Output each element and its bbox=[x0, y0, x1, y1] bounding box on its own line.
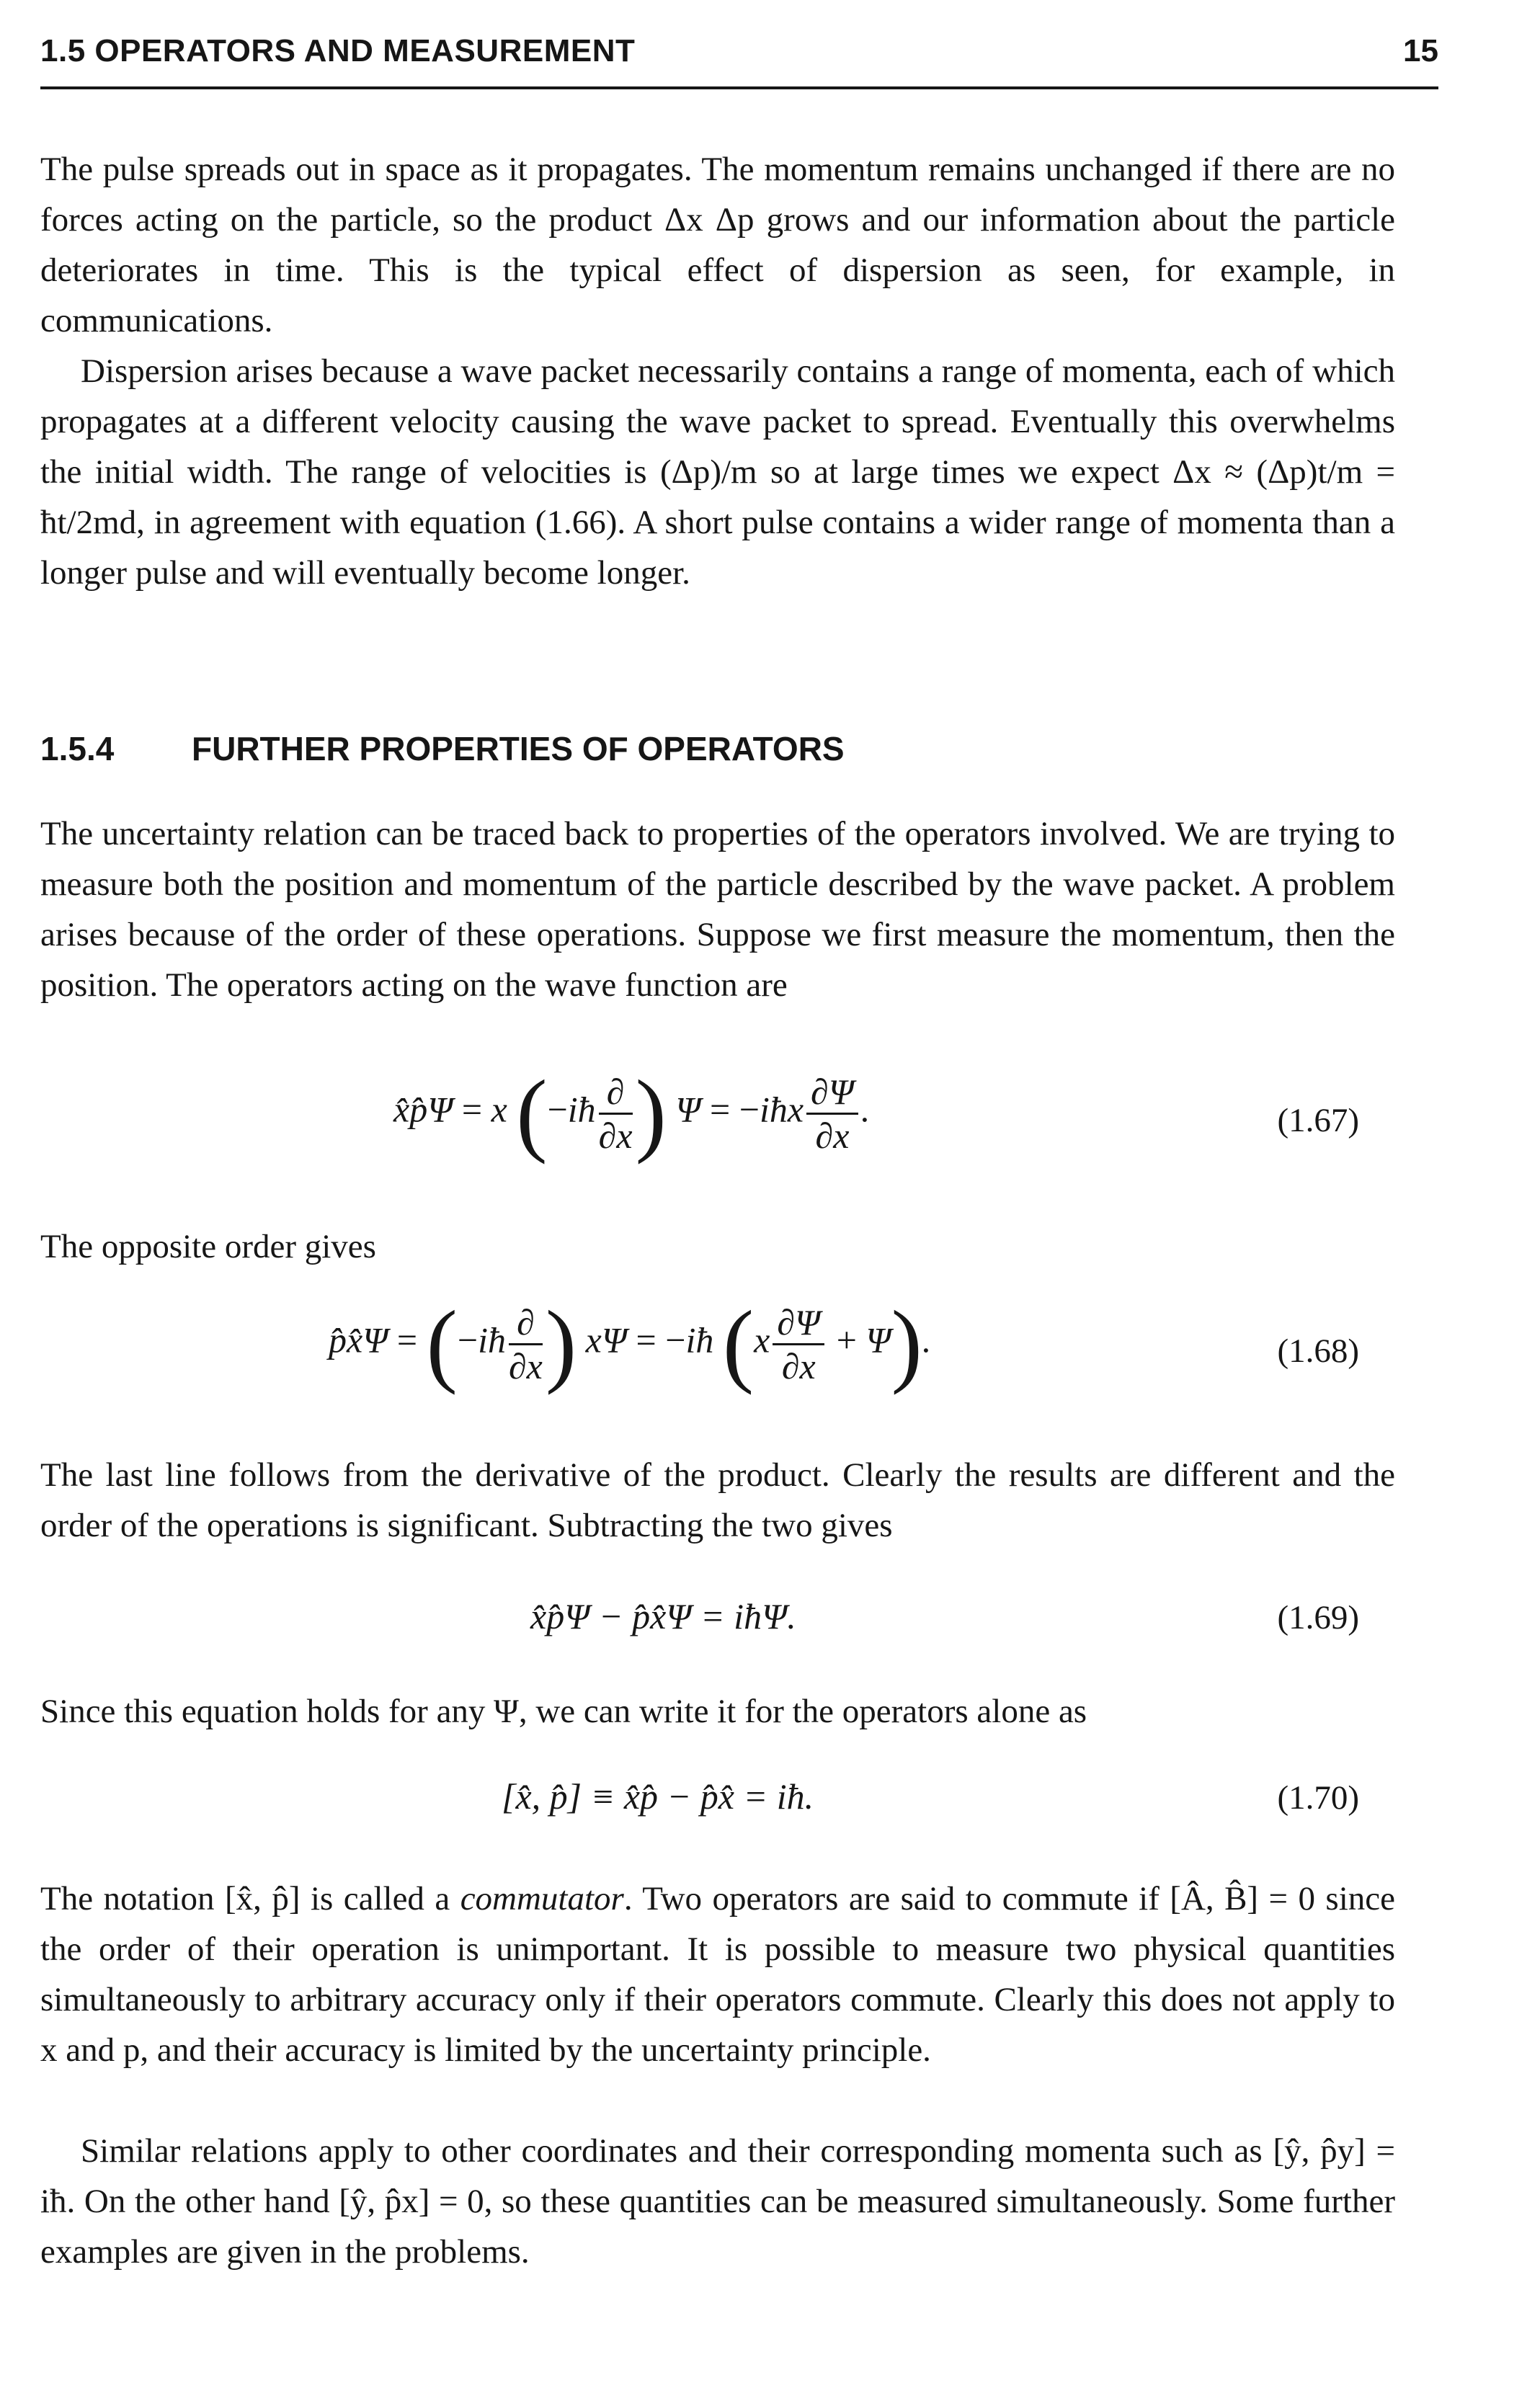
paragraph-product-derivative: The last line follows from the derivative of the product. Clearly the results are different and the order of the operations is significant. Subtracting the two gives bbox=[40, 1456, 1395, 1544]
section-heading bbox=[40, 729, 845, 768]
equation-1-67-body: x̂p̂Ψ = x (−iħ $\frac{\partial}{\partial x}$ ) Ψ = −iħx $\frac{\partial\Psi}{\partial x}$ . bbox=[393, 1061, 871, 1165]
section-number: 1.5.4 bbox=[40, 730, 115, 767]
section-title: FURTHER PROPERTIES OF OPERATORS bbox=[192, 730, 845, 767]
running-head bbox=[40, 29, 1438, 86]
paragraph-operators-alone: Since this equation holds for any Ψ, we can write it for the operators alone as bbox=[40, 1693, 1087, 1730]
equation-1-67-number: (1.67) bbox=[1277, 1102, 1359, 1139]
equation-1-69-body: x̂p̂Ψ − p̂x̂Ψ = iħΨ. bbox=[530, 1596, 796, 1636]
equation-1-70-number: (1.70) bbox=[1277, 1779, 1359, 1817]
header-rule bbox=[40, 86, 1438, 89]
equation-1-68-body: p̂x̂Ψ = (−iħ $\frac{\partial}{\partial x}$ ) xΨ = −iħ (x $\frac{\partial\Psi}{\partial x}$ + Ψ). bbox=[329, 1292, 932, 1396]
page-number: 15 bbox=[1403, 33, 1438, 68]
paragraph-dispersion-cause: Dispersion arises because a wave packet necessarily contains a range of momenta, each of which propagates at a different velocity causing the wave packet to spread. Eventually this overwhelms the initial width. The range of velocities is (Δp)/m so at large times we expect Δx ≈ (Δp)t/m = ħt/2md, in agreement with equation (1.66). A short pulse contains a wider range of momenta than a longer pulse and will eventually become longer. bbox=[40, 352, 1395, 592]
paragraph-opposite-order: The opposite order gives bbox=[40, 1228, 376, 1265]
equation-1-70-body: [x̂, p̂] ≡ x̂p̂ − p̂x̂ = iħ. bbox=[502, 1776, 814, 1817]
section-running-title: 1.5 OPERATORS AND MEASUREMENT bbox=[40, 33, 636, 68]
equation-1-68 bbox=[40, 1292, 1395, 1405]
equation-1-68-number: (1.68) bbox=[1277, 1332, 1359, 1370]
equation-1-67 bbox=[40, 1061, 1395, 1175]
equation-1-69-number: (1.69) bbox=[1277, 1599, 1359, 1636]
commutator-text-start: The notation [x̂, p̂] is called a bbox=[40, 1880, 460, 1917]
paragraph-commutator bbox=[40, 1874, 1395, 2075]
paragraph-operators-order: The uncertainty relation can be traced back to properties of the operators involved. We are trying to measure both the position and momentum of the particle described by the wave packet. A problem arises because of the order of these operations. Suppose we first measure the momentum, then the position. The operators acting on the wave function are bbox=[40, 815, 1395, 1004]
equation-1-70 bbox=[40, 1765, 1395, 1830]
commutator-term: commutator bbox=[460, 1880, 624, 1917]
commutator-text-end: . Two operators are said to commute if [Â, B̂] = 0 since the order of their operation is unimportant. It is possible to measure two physical quantities simultaneously to arbitrary accuracy only if their operators commute. Clearly this does not apply to x and p, and their accuracy is limited by the uncertainty principle. bbox=[40, 1880, 1395, 2069]
paragraph-dispersion-intro: The pulse spreads out in space as it propagates. The momentum remains unchanged if there are no forces acting on the particle, so the product Δx Δp grows and our information about the particle deteriorates in time. This is the typical effect of dispersion as seen, for example, in communications. bbox=[40, 151, 1395, 339]
paragraph-similar-relations: Similar relations apply to other coordinates and their corresponding momenta such as [ŷ, p̂y] = iħ. On the other hand [ŷ, p̂x] = 0, so these quantities can be measured simultaneously. Some further examples are given in the problems. bbox=[40, 2132, 1395, 2271]
equation-1-69 bbox=[40, 1585, 1395, 1650]
